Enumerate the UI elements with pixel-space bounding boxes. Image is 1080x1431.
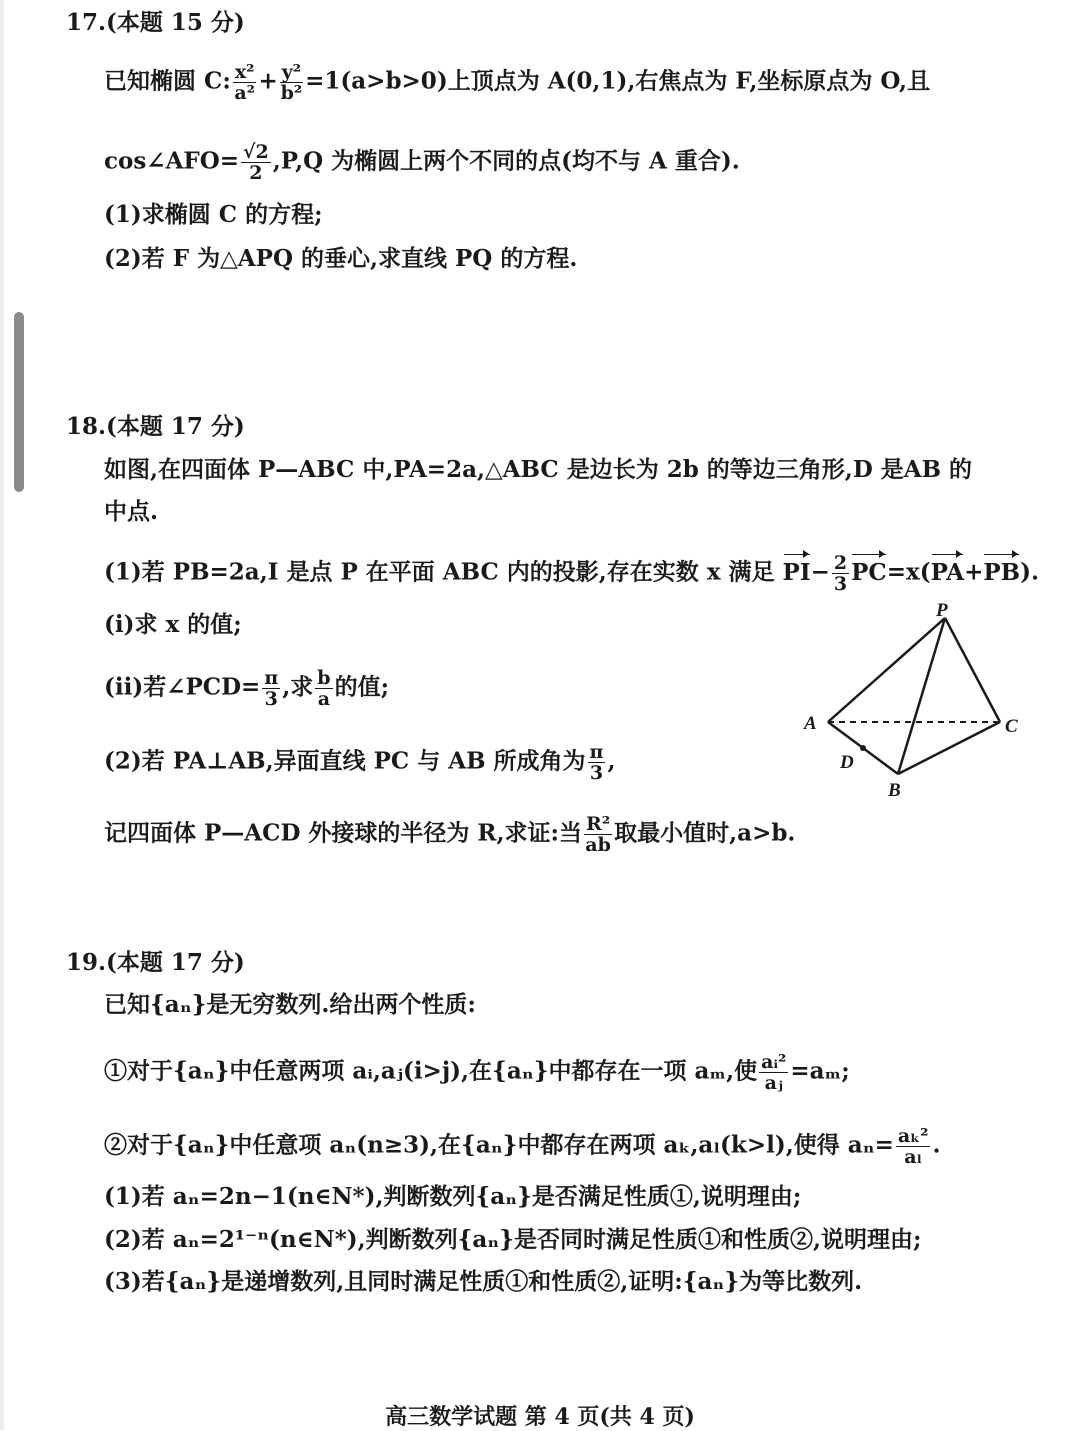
q17-line1: 已知椭圆 C: $\frac{\text{x²}}{\text{a²}}$ + $\frac{\text{y²}}{\text{b²}}$ =1(a>b>0)上顶点为 A(0,1),右焦点为 F,坐标原点为 O,且 — [104, 61, 931, 104]
q19-header: 19.(本题 17 分) — [66, 949, 245, 976]
fraction: $\frac{\text{aₖ²}}{\text{aₗ}}$ — [897, 1125, 929, 1168]
q19-part3: (3)若{aₙ}是递增数列,且同时满足性质①和性质②,证明:{aₙ}为等比数列. — [104, 1268, 863, 1295]
edge-PA — [828, 618, 945, 722]
edge-PB — [898, 618, 945, 774]
page-edge — [0, 0, 4, 1430]
q17-part2: (2)若 F 为△APQ 的垂心,求直线 PQ 的方程. — [104, 245, 578, 272]
page-footer: 高三数学试题 第 4 页(共 4 页) — [385, 1404, 695, 1430]
vector: PI — [782, 558, 811, 586]
q17-text: =1(a>b>0)上顶点为 A(0,1),右焦点为 F,坐标原点为 O,且 — [305, 67, 931, 95]
fraction: $\frac{\pi}{3}$ — [589, 741, 604, 784]
q17-line2: cos∠AFO= $\frac{√2}{2}$ ,P,Q 为椭圆上两个不同的点(均不与 A 重合). — [104, 141, 740, 184]
label-D: D — [840, 752, 854, 773]
q19-part2: (2)若 aₙ=2¹⁻ⁿ(n∈N*),判断数列{aₙ}是否同时满足性质①和性质②,说明理由; — [104, 1226, 922, 1253]
fraction: $\frac{\pi}{3}$ — [264, 667, 279, 710]
q18-part1: (1)若 PB=2a,I 是点 P 在平面 ABC 内的投影,存在实数 x 满足 PI− $\frac{2}{3}$ PC=x(PA+PB). — [104, 552, 1039, 595]
label-A: A — [804, 713, 817, 734]
edge-BC — [898, 722, 1000, 774]
label-P: P — [936, 600, 948, 621]
point-D — [860, 745, 866, 751]
q19-property2: ②对于{aₙ}中任意项 aₙ(n≥3),在{aₙ}中都存在两项 aₖ,aₗ(k>l),使得 aₙ= $\frac{\text{aₖ²}}{\text{aₗ}}$ . — [104, 1125, 941, 1168]
vector: PB — [983, 558, 1021, 586]
q18-part2-proof: 记四面体 P—ACD 外接球的半径为 R,求证:当 $\frac{\text{R²}}{ab}$ 取最小值时,a>b. — [104, 813, 796, 856]
label-C: C — [1005, 716, 1018, 737]
tetrahedron-diagram — [800, 596, 1030, 806]
vector: PA — [930, 558, 965, 586]
q19-line1: 已知{aₙ}是无穷数列.给出两个性质: — [104, 991, 476, 1018]
q18-part-i: (i)求 x 的值; — [104, 611, 242, 638]
q18-line2: 中点. — [104, 498, 159, 525]
fraction: $\frac{\text{R²}}{ab}$ — [585, 813, 611, 856]
q18-header: 18.(本题 17 分) — [66, 413, 245, 440]
fraction: $\frac{2}{3}$ — [833, 552, 848, 595]
label-B: B — [888, 780, 901, 801]
fraction: $\frac{\text{aᵢ²}}{\text{aⱼ}}$ — [761, 1051, 787, 1094]
q18-part-ii: (ii)若∠PCD= $\frac{\pi}{3}$ ,求 $\frac{b}{a}$ 的值; — [104, 667, 390, 710]
fraction: $\frac{b}{a}$ — [317, 667, 331, 710]
q17-part1: (1)求椭圆 C 的方程; — [104, 201, 323, 228]
fraction: $\frac{√2}{2}$ — [243, 141, 269, 184]
q19-property1: ①对于{aₙ}中任意两项 aᵢ,aⱼ(i>j),在{aₙ}中都存在一项 aₘ,使 $\frac{\text{aᵢ²}}{\text{aⱼ}}$ =aₘ; — [104, 1051, 850, 1094]
fraction: $\frac{\text{y²}}{\text{b²}}$ — [280, 61, 303, 104]
q18-part2: (2)若 PA⊥AB,异面直线 PC 与 AB 所成角为 $\frac{\pi}{3}$ , — [104, 741, 616, 784]
scrollbar-thumb[interactable] — [14, 312, 24, 492]
q18-line1: 如图,在四面体 P—ABC 中,PA=2a,△ABC 是边长为 2b 的等边三角形,D 是AB 的 — [104, 456, 973, 483]
vector: PC — [851, 558, 887, 586]
q17-text: 已知椭圆 C: — [104, 67, 231, 95]
q19-part1: (1)若 aₙ=2n−1(n∈N*),判断数列{aₙ}是否满足性质①,说明理由; — [104, 1183, 802, 1210]
edge-PC — [945, 618, 1000, 722]
fraction: $\frac{\text{x²}}{\text{a²}}$ — [234, 61, 255, 104]
q17-header: 17.(本题 15 分) — [66, 9, 245, 36]
